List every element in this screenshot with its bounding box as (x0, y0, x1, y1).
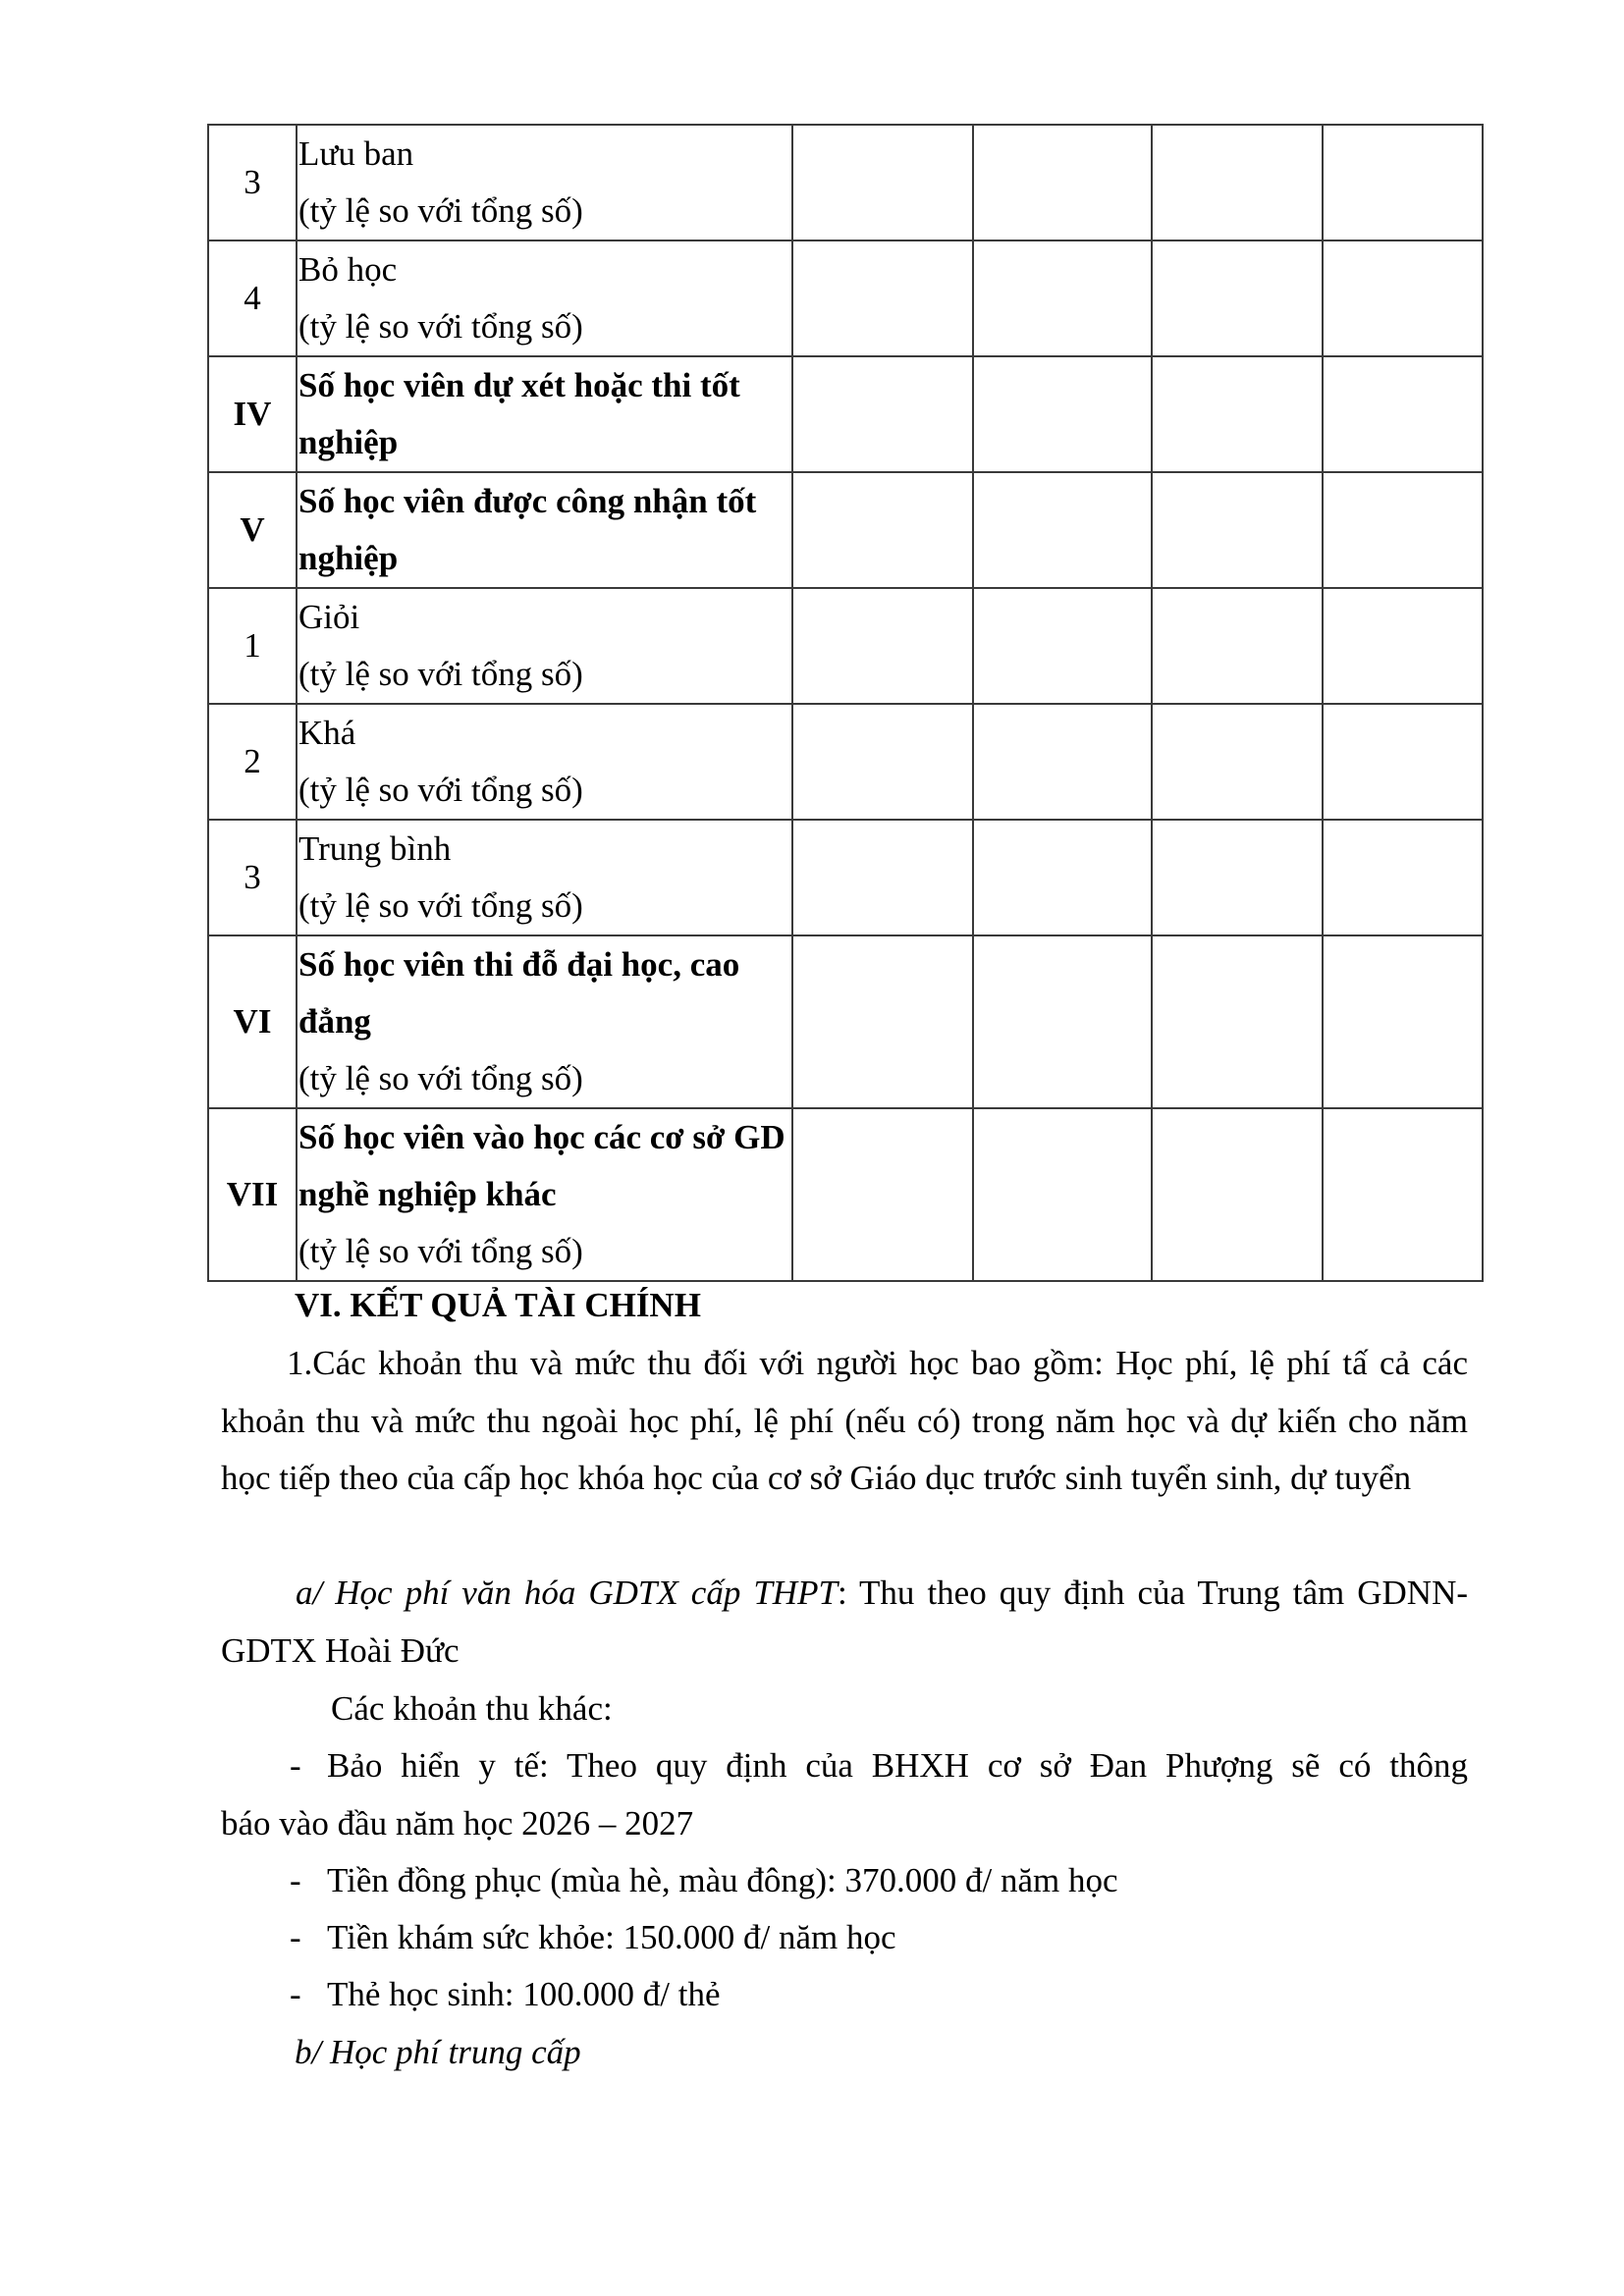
value-cell (973, 820, 1152, 935)
row-number: 2 (208, 704, 297, 820)
row-number: 3 (208, 820, 297, 935)
row-title: Số học viên được công nhận tốt nghiệp (298, 482, 757, 577)
row-title: Trung bình (298, 829, 452, 868)
value-cell (792, 472, 973, 588)
row-label (297, 240, 792, 356)
table-row (208, 240, 1483, 356)
value-cell (792, 935, 973, 1108)
fee-item (290, 1909, 896, 1966)
value-cell (792, 1108, 973, 1281)
value-cell (1323, 125, 1483, 240)
table-row (208, 588, 1483, 704)
fee-text: Tiền khám sức khỏe: 150.000 đ/ năm học (327, 1918, 896, 1956)
table-row (208, 1108, 1483, 1281)
value-cell (1323, 472, 1483, 588)
row-label (297, 472, 792, 588)
value-cell (973, 935, 1152, 1108)
statistics-table (207, 124, 1484, 1282)
value-cell (973, 240, 1152, 356)
row-label (297, 1108, 792, 1281)
bullet-dash: - (290, 1975, 301, 2013)
row-label (297, 356, 792, 472)
bullet-dash: - (290, 1861, 301, 1899)
fees-intro-paragraph: 1.Các khoản thu và mức thu đối với người học bao gồm: Học phí, lệ phí tấ cả các khoản thu và mức thu ngoài học phí, lệ phí (nếu có) trong năm học và dự kiến cho năm học tiếp theo của cấp học khóa học của cơ sở Giáo dục trước sinh tuyển sinh, dự tuyển (221, 1344, 1468, 1497)
value-cell (1152, 356, 1323, 472)
row-subtitle: (tỷ lệ so với tổng số) (298, 1232, 583, 1270)
row-subtitle: (tỷ lệ so với tổng số) (298, 655, 583, 693)
value-cell (973, 1108, 1152, 1281)
row-label (297, 935, 792, 1108)
item-a-text: : Thu theo quy định của Trung tâm GDNN- GDTX Hoài Đức (221, 1574, 1469, 1670)
row-subtitle: (tỷ lệ so với tổng số) (298, 307, 583, 346)
item-a-label: a/ Học phí văn hóa GDTX cấp THPT (296, 1574, 838, 1612)
value-cell (1323, 935, 1483, 1108)
row-subtitle: (tỷ lệ so với tổng số) (298, 771, 583, 809)
section-heading: VI. KẾT QUẢ TÀI CHÍNH (295, 1286, 701, 1324)
row-title: Khá (298, 714, 356, 752)
value-cell (973, 356, 1152, 472)
row-number: VII (208, 1108, 297, 1281)
value-cell (1152, 820, 1323, 935)
row-subtitle: (tỷ lệ so với tổng số) (298, 191, 583, 230)
row-title: Số học viên dự xét hoặc thi tốt nghiệp (298, 366, 740, 461)
row-label (297, 704, 792, 820)
value-cell (792, 356, 973, 472)
fee-text: Bảo hiển y tế: Theo quy định của BHXH cơ sở Đan Phượng sẽ có thông (327, 1746, 1468, 1785)
row-label (297, 588, 792, 704)
value-cell (973, 704, 1152, 820)
row-title: Số học viên vào học các cơ sở GD nghề nghiệp khác (298, 1118, 785, 1213)
value-cell (792, 125, 973, 240)
row-subtitle: (tỷ lệ so với tổng số) (298, 1059, 583, 1097)
value-cell (792, 820, 973, 935)
bullet-dash: - (290, 1918, 301, 1956)
value-cell (973, 588, 1152, 704)
row-number: 1 (208, 588, 297, 704)
row-label (297, 125, 792, 240)
item-a-paragraph (221, 1565, 1468, 1680)
table-row (208, 356, 1483, 472)
value-cell (1152, 240, 1323, 356)
value-cell (1323, 820, 1483, 935)
row-subtitle: (tỷ lệ so với tổng số) (298, 886, 583, 925)
item-b-label: b/ Học phí trung cấp (295, 2033, 581, 2071)
row-number: 4 (208, 240, 297, 356)
row-number: VI (208, 935, 297, 1108)
fee-item (221, 1737, 1468, 1852)
row-title: Số học viên thi đỗ đại học, cao đẳng (298, 945, 740, 1041)
value-cell (1323, 588, 1483, 704)
row-number: V (208, 472, 297, 588)
table-row (208, 472, 1483, 588)
table-row (208, 820, 1483, 935)
value-cell (792, 240, 973, 356)
value-cell (1152, 935, 1323, 1108)
fee-item (290, 1852, 1118, 1909)
row-number: 3 (208, 125, 297, 240)
table-row (208, 125, 1483, 240)
table-row (208, 704, 1483, 820)
value-cell (792, 704, 973, 820)
value-cell (973, 125, 1152, 240)
value-cell (1152, 125, 1323, 240)
bullet-dash: - (290, 1746, 301, 1785)
value-cell (1152, 1108, 1323, 1281)
fee-text: Thẻ học sinh: 100.000 đ/ thẻ (327, 1975, 721, 2013)
value-cell (1323, 240, 1483, 356)
value-cell (1152, 472, 1323, 588)
other-fees-label: Các khoản thu khác: (331, 1689, 613, 1728)
row-label (297, 820, 792, 935)
value-cell (1152, 704, 1323, 820)
value-cell (792, 588, 973, 704)
fee-continued: báo vào đầu năm học 2026 – 2027 (221, 1803, 694, 1842)
fee-text: Tiền đồng phục (mùa hè, màu đông): 370.000 đ/ năm học (327, 1861, 1118, 1899)
fee-item (290, 1966, 721, 2023)
row-title: Giỏi (298, 598, 360, 636)
value-cell (1323, 356, 1483, 472)
value-cell (973, 472, 1152, 588)
row-title: Bỏ học (298, 250, 398, 289)
row-title: Lưu ban (298, 134, 414, 173)
value-cell (1323, 704, 1483, 820)
table-row (208, 935, 1483, 1108)
value-cell (1323, 1108, 1483, 1281)
row-number: IV (208, 356, 297, 472)
value-cell (1152, 588, 1323, 704)
